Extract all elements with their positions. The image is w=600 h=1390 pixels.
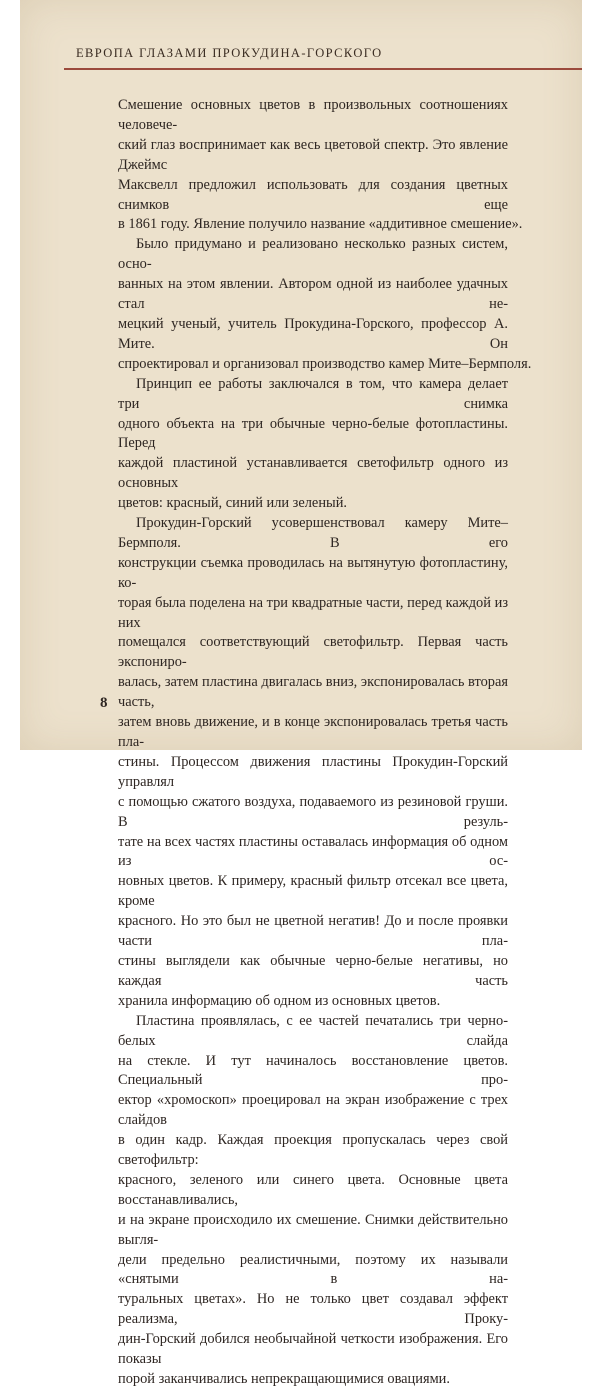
text-line: красного. Но это был не цветной негатив! До и после проявки части пла- xyxy=(118,913,508,950)
text-line: порой заканчивались непрекращающимися овациями. xyxy=(118,1371,450,1387)
text-line: Прокудин-Горский усовершенствовал камеру Мите–Бермполя. В его xyxy=(118,515,508,551)
text-line: мецкий ученый, учитель Прокудина-Горского, профессор А. Мите. Он xyxy=(118,315,508,352)
text-line: Принцип ее работы заключался в том, что камера делает три снимка xyxy=(118,375,508,412)
text-line: спроектировал и организовал производство камер Мите–Бермполя. xyxy=(118,355,532,372)
text-line: конструкции съемка проводилась на вытянутую фотопластину, ко- xyxy=(118,554,508,591)
text-line: валась, затем пластина двигалась вниз, экспонировалась вторая часть, xyxy=(118,674,508,711)
text-line: дели предельно реалистичными, поэтому их называли «снятыми в на- xyxy=(118,1251,508,1288)
text-line: одного объекта на три обычные черно-белые фотопластины. Перед xyxy=(118,415,508,452)
text-line: Пластина проявлялась, с ее частей печатались три черно-белых слайда xyxy=(118,1012,508,1049)
running-header: ЕВРОПА ГЛАЗАМИ ПРОКУДИНА-ГОРСКОГО xyxy=(76,46,383,60)
text-line: ский глаз воспринимает как весь цветовой спектр. Это явление Джеймс xyxy=(118,136,508,173)
text-line: каждой пластиной устанавливается светофильтр одного из основных xyxy=(118,455,508,492)
text-line: новных цветов. К примеру, красный фильтр отсекал все цвета, кроме xyxy=(118,873,508,910)
text-line: помещался соответствующий светофильтр. Первая часть экспониро- xyxy=(118,634,508,671)
text-line: стины. Процессом движения пластины Прокудин-Горский управлял xyxy=(118,753,508,790)
text-line: туральных цветах». Но не только цвет создавал эффект реализма, Проку- xyxy=(118,1291,508,1328)
text-line: на стекле. И тут начиналось восстановление цветов. Специальный про- xyxy=(118,1052,508,1089)
text-line: в 1861 году. Явление получило название «аддитивное смешение». xyxy=(118,216,523,233)
text-line: Максвелл предложил использовать для создания цветных снимков еще xyxy=(118,176,508,213)
text-line: тате на всех частях пластины оставалась информация об одном из ос- xyxy=(118,833,508,870)
text-line: хранила информацию об одном из основных цветов. xyxy=(118,992,441,1009)
book-page xyxy=(20,0,582,1387)
text-line: торая была поделена на три квадратные части, перед каждой из них xyxy=(118,594,508,631)
header-rule xyxy=(64,68,582,70)
text-line: затем вновь движение, и в конце экспонировалась третья часть пла- xyxy=(118,714,508,750)
text-line: с помощью сжатого воздуха, подаваемого из резиновой груши. В резуль- xyxy=(118,793,508,830)
text-line: и на экране происходило их смешение. Снимки действительно выгля- xyxy=(118,1211,508,1248)
text-line: ектор «хромоскоп» проецировал на экран изображение с трех слайдов xyxy=(118,1092,508,1129)
text-line: красного, зеленого или синего цвета. Основные цвета восстанавливались, xyxy=(118,1171,508,1208)
text-line: Смешение основных цветов в произвольных соотношениях человече- xyxy=(118,97,508,133)
text-line: ванных на этом явлении. Автором одной из наиболее удачных стал не- xyxy=(118,276,508,313)
text-line: Было придумано и реализовано несколько разных систем, осно- xyxy=(118,236,508,273)
page-number: 8 xyxy=(100,695,108,711)
text-line: стины выглядели как обычные черно-белые негативы, но каждая часть xyxy=(118,952,508,989)
text-line: цветов: красный, синий или зеленый. xyxy=(118,495,347,512)
text-line: дин-Горский добился необычайной четкости изображения. Его показы xyxy=(118,1331,508,1368)
text-line: в один кадр. Каждая проекция пропускалась через свой светофильтр: xyxy=(118,1132,508,1169)
body-text xyxy=(118,96,532,1390)
